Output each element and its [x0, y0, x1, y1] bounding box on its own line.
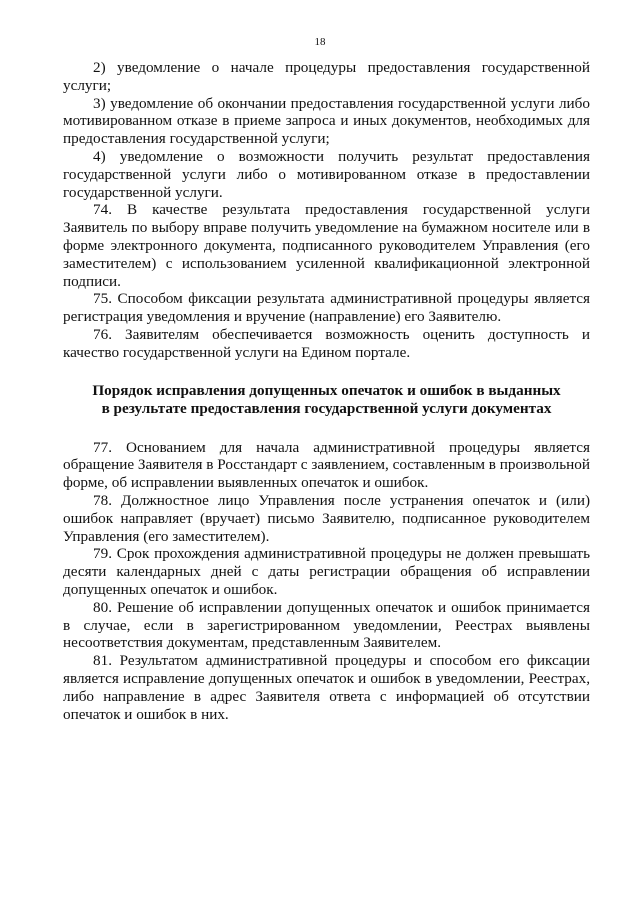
section-heading-line-1: Порядок исправления допущенных опечаток и ошибок в выданных: [92, 381, 561, 399]
page-number: 18: [314, 36, 326, 48]
paragraph-notice-result: 4) уведомление о возможности получить результат предоставления государственной услуги либо о мотивированном отказе в предоставлении государственной услуги.: [63, 147, 590, 201]
paragraph-74: 74. В качестве результата предоставления государственной услуги Заявитель по выбору вправе получить уведомление на бумажном носителе или в форме электронного документа, подписанного руководителем Управления (его заместителем) с использованием усиленной квалификационной электронной подписи.: [63, 201, 590, 290]
section-heading-line-2: в результате предоставления государственной услуги документах: [101, 399, 552, 417]
paragraph-76: 76. Заявителям обеспечивается возможность оценить доступность и качество государственной услуги на Едином портале.: [63, 325, 590, 361]
paragraph-78: 78. Должностное лицо Управления после устранения опечаток и (или) ошибок направляет (вручает) письмо Заявителю, подписанное руководителем Управления (его заместителем).: [63, 491, 590, 545]
document-body: [63, 59, 590, 723]
paragraph-81: 81. Результатом административной процедуры и способом его фиксации является исправление допущенных опечаток и ошибок в уведомлении, Реестрах, либо направление в адрес Заявителя ответа с информацией об отсутствии опечаток и ошибок в них.: [63, 652, 590, 723]
paragraph-notice-start: 2) уведомление о начале процедуры предоставления государственной услуги;: [63, 59, 590, 94]
paragraph-80: 80. Решение об исправлении допущенных опечаток и ошибок принимается в случае, если в зарегистрированном уведомлении, Реестрах выявлены несоответствия документам, представленным Заявителем.: [63, 598, 590, 652]
paragraph-notice-end: 3) уведомление об окончании предоставления государственной услуги либо мотивированном отказе в приеме запроса и иных документов, необходимых для предоставления государственной услуги;: [63, 94, 590, 148]
section-heading: [63, 382, 590, 418]
paragraph-75: 75. Способом фиксации результата административной процедуры является регистрация уведомления и вручение (направление) его Заявителю.: [63, 290, 590, 326]
paragraph-79: 79. Срок прохождения административной процедуры не должен превышать десяти календарных дней с даты регистрации обращения об исправлении допущенных опечаток и ошибок.: [63, 545, 590, 598]
paragraph-77: 77. Основанием для начала административной процедуры является обращение Заявителя в Росстандарт с заявлением, составленным в произвольной форме, об исправлении выявленных опечаток и ошибок.: [63, 438, 590, 492]
